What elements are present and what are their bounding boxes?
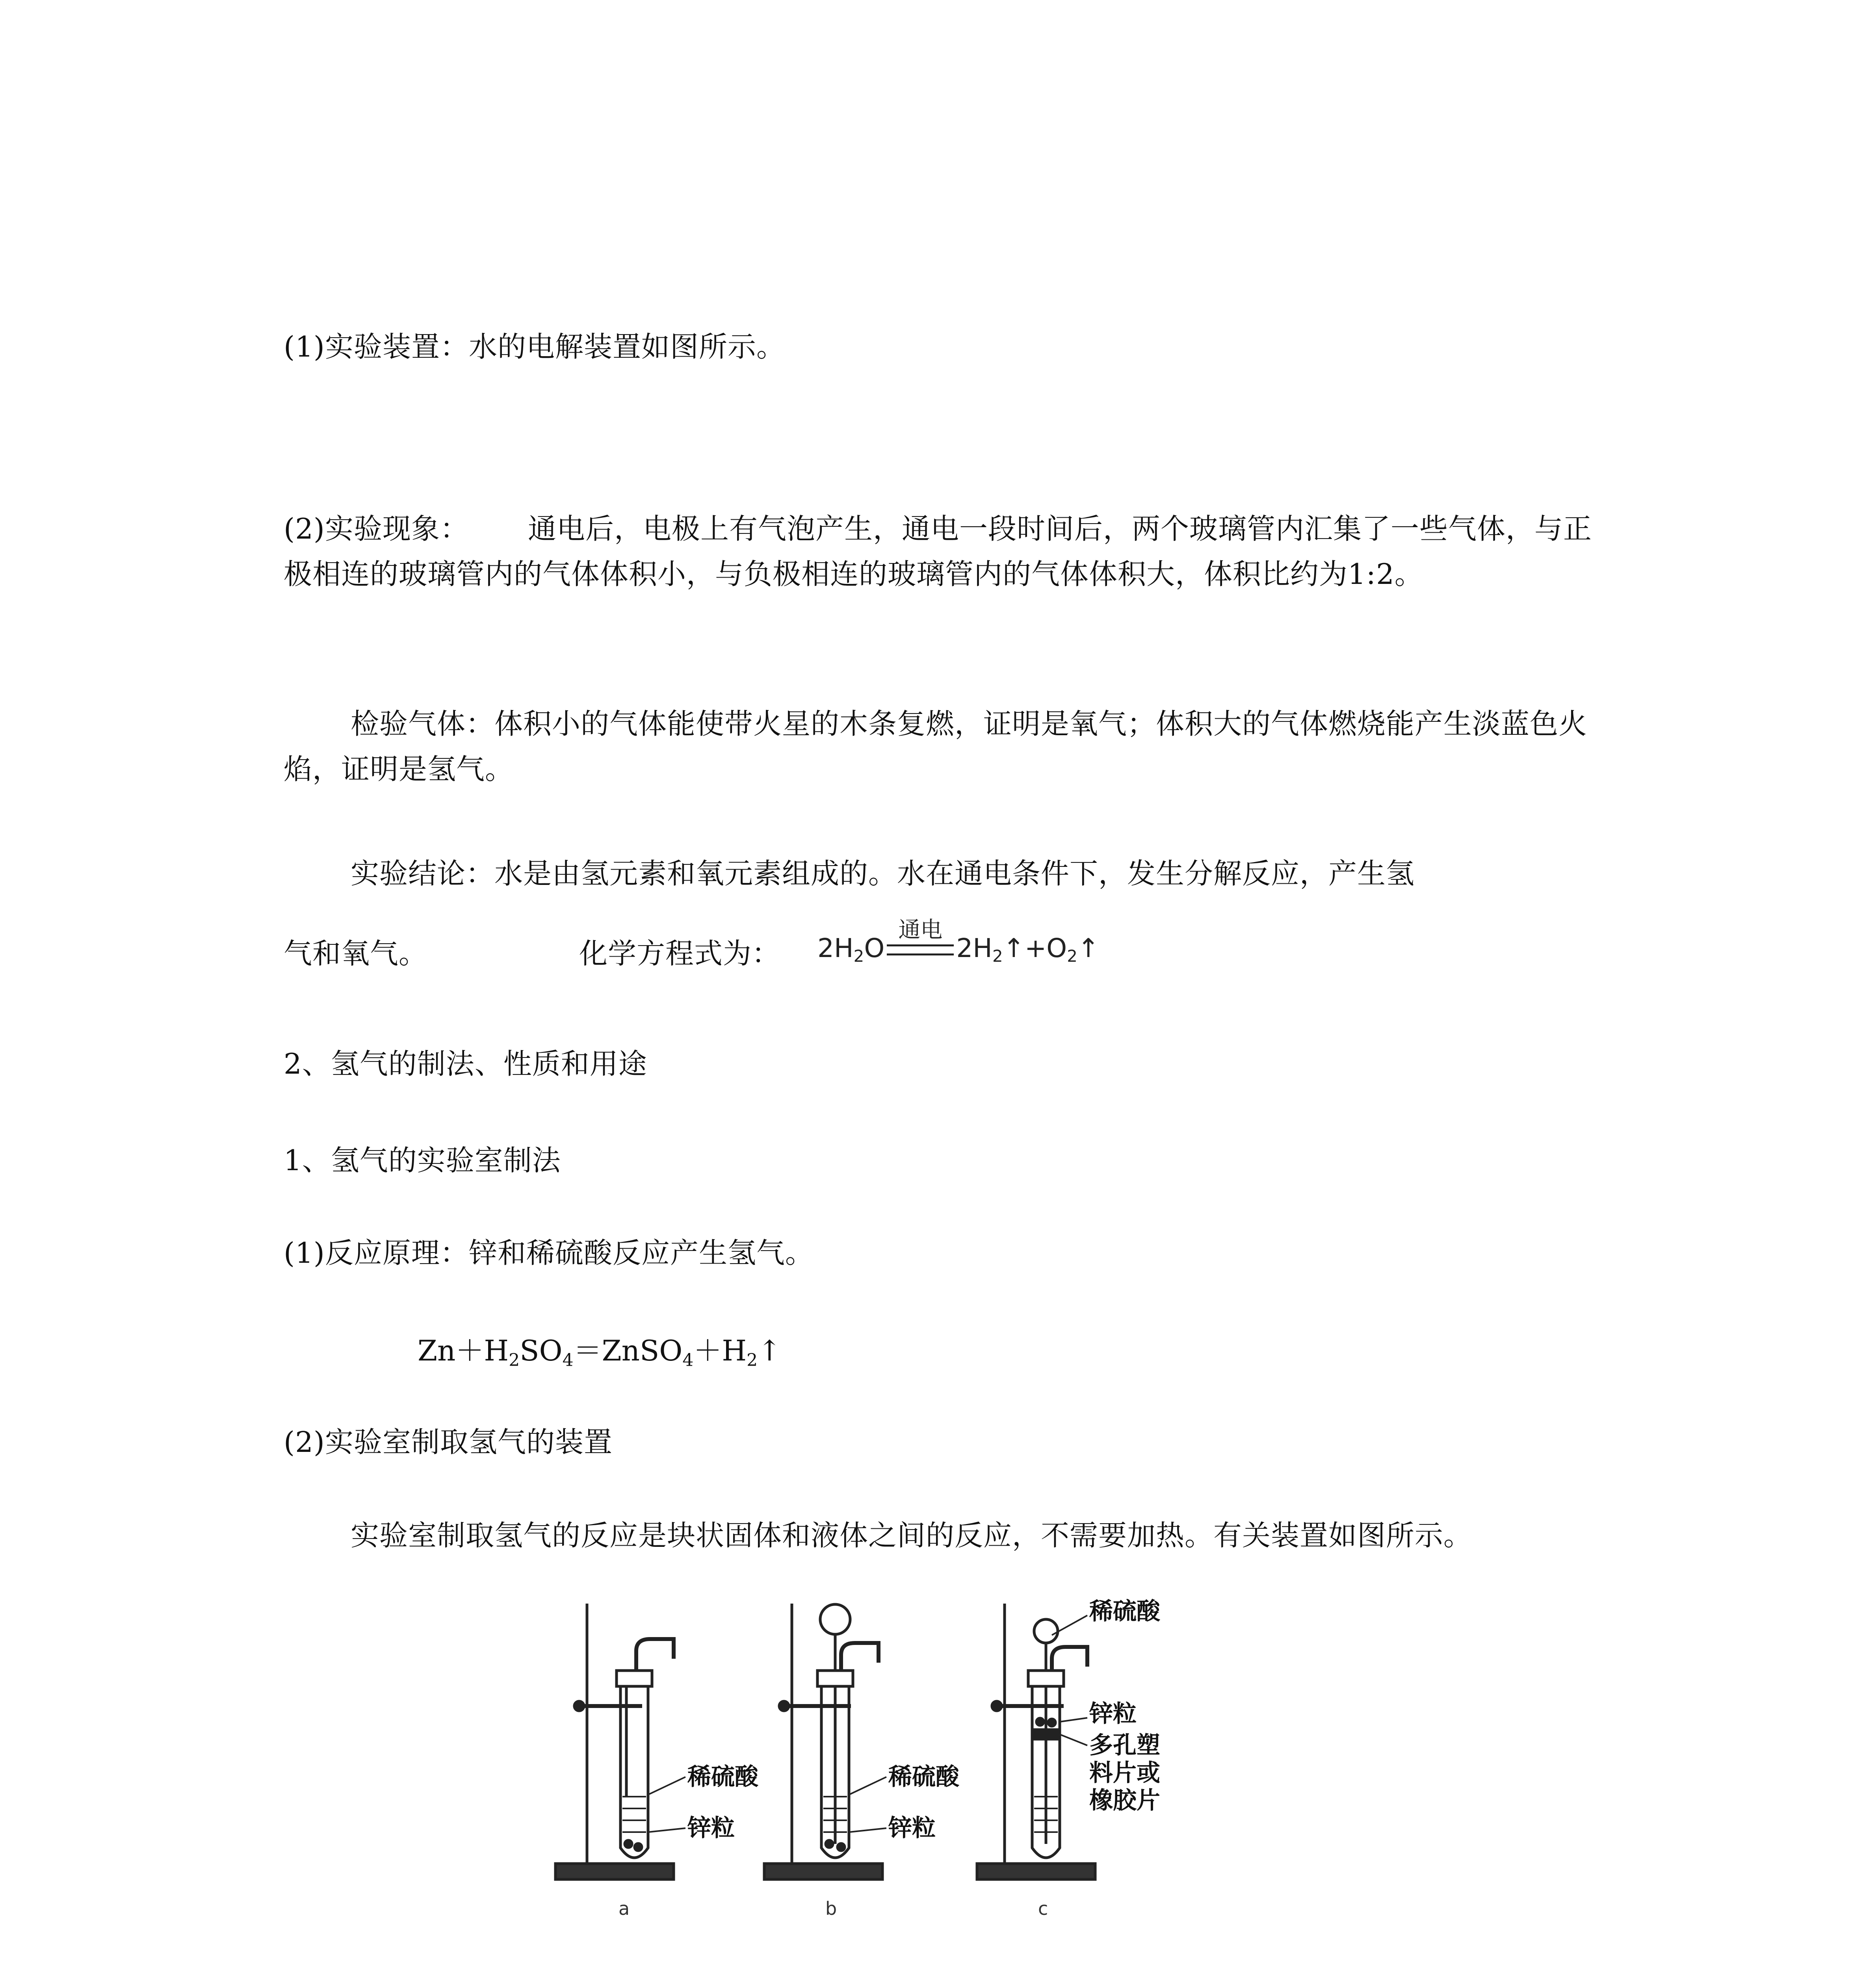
phenomenon-label: (2)实验现象： — [284, 512, 469, 545]
apparatus-a — [555, 1604, 685, 1879]
section-apparatus-title: (2)实验室制取氢气的装置 — [284, 1425, 613, 1459]
equation-intro: 化学方程式为： — [579, 937, 781, 970]
label-plate-2: 料片或 — [1089, 1759, 1160, 1787]
label-a: a — [619, 1898, 630, 1919]
stand-base-b — [764, 1864, 882, 1879]
funnel-b — [820, 1604, 850, 1634]
section-gas-test — [284, 701, 1596, 792]
conclusion-continuation: 气和氧气。 — [284, 937, 428, 970]
label-plate-3: 橡胶片 — [1089, 1787, 1160, 1814]
gas-test-text: 检验气体：体积小的气体能使带火星的木条复燃，证明是氧气；体积大的气体燃烧能产生淡蓝色火焰，证明是氢气。 — [284, 707, 1588, 786]
heading-lab-prep: 1、氢气的实验室制法 — [284, 1144, 561, 1177]
zinc-equation: $Zn+H_2SO_4=ZnSO_4+H_2↑$ — [418, 1334, 782, 1370]
funnel-c — [1034, 1619, 1058, 1643]
phenomenon-text: 通电后，电极上有气泡产生，通电一段时间后，两个玻璃管内汇集了一些气体，与正极相连的玻璃管内的气体体积小，与负极相连的玻璃管内的气体体积大，体积比约为1:2。 — [284, 512, 1592, 591]
porous-plate-c — [1032, 1730, 1060, 1739]
label-plate-1: 多孔塑 — [1089, 1732, 1160, 1759]
section-conclusion — [284, 851, 1596, 896]
conclusion-text: 实验结论：水是由氢元素和氧元素组成的。水在通电条件下，发生分解反应，产生氢 — [351, 857, 1415, 890]
section-apparatus-desc — [284, 1513, 1596, 1558]
label-zinc-b: 锌粒 — [888, 1814, 936, 1842]
section-principle: (1)反应原理：锌和稀硫酸反应产生氢气。 — [284, 1236, 814, 1269]
liquid-a — [622, 1797, 646, 1832]
label-c: c — [1038, 1898, 1048, 1919]
stand-base-c — [977, 1864, 1095, 1879]
apparatus-desc-text: 实验室制取氢气的反应是块状固体和液体之间的反应，不需要加热。有关装置如图所示。 — [351, 1519, 1473, 1552]
apparatus-b — [764, 1604, 886, 1879]
label-zinc-c: 锌粒 — [1089, 1700, 1137, 1728]
heading-hydrogen: 2、氢气的制法、性质和用途 — [284, 1047, 647, 1080]
label-acid-c: 稀硫酸 — [1089, 1598, 1160, 1625]
electrolysis-equation: $2H_2O$ 通电 $2H_2↑+O_2↑$ — [817, 933, 1099, 966]
section-phenomenon — [284, 506, 1596, 597]
apparatus-figure — [552, 1592, 1198, 1927]
zinc-a — [625, 1840, 632, 1847]
zinc-b — [826, 1840, 833, 1847]
stand-base-a — [555, 1864, 674, 1879]
test-tube-a — [620, 1674, 648, 1858]
apparatus-c — [977, 1604, 1095, 1879]
section-apparatus: (1)实验装置：水的电解装置如图所示。 — [284, 330, 785, 363]
label-b: b — [825, 1898, 837, 1919]
condition-label: 通电 — [898, 917, 943, 943]
label-zinc-a: 锌粒 — [687, 1814, 735, 1842]
label-acid-b: 稀硫酸 — [888, 1763, 959, 1791]
label-acid-a: 稀硫酸 — [687, 1763, 758, 1791]
zinc-c — [1036, 1718, 1044, 1725]
